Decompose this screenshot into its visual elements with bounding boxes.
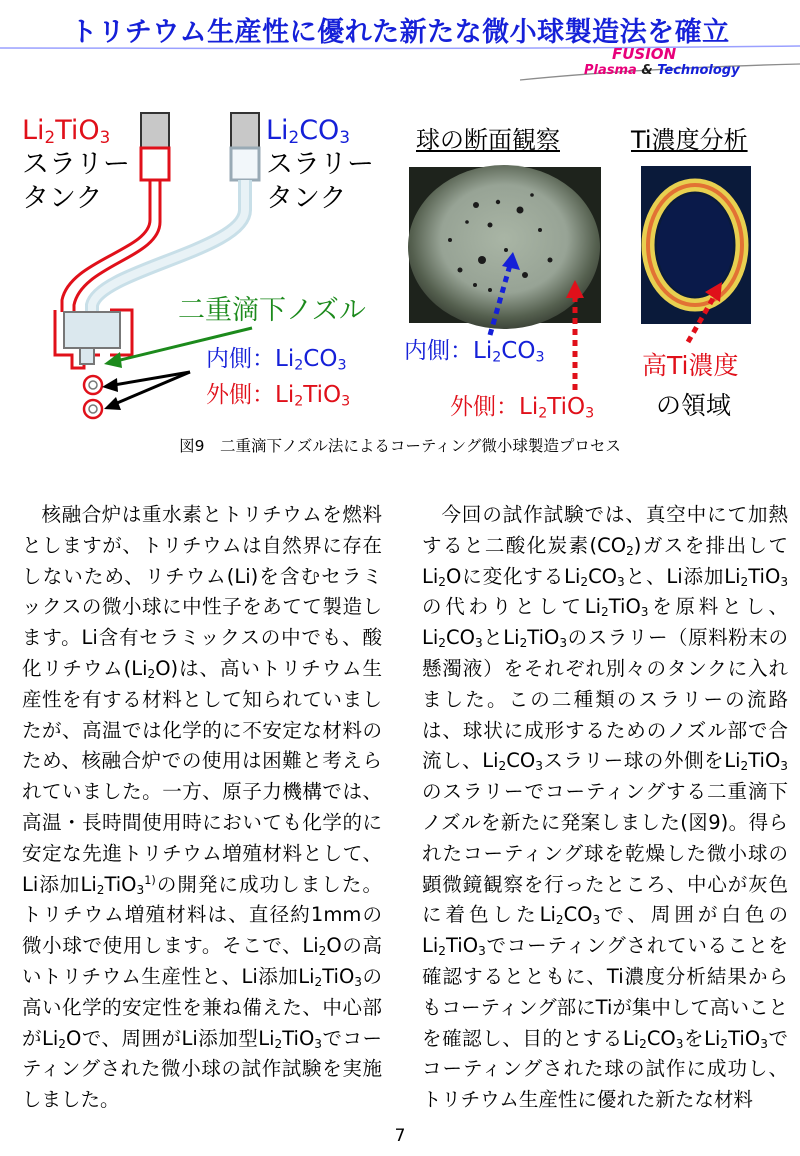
li2tio3-formula: $Li_2TiO_3$ <box>22 115 111 148</box>
right-tank <box>231 148 259 180</box>
left-tank-label: $Li_2TiO_3$ スラリー タンク <box>22 115 130 214</box>
high-ti-label: 高Ti濃度 <box>642 351 739 380</box>
figure-9 <box>20 100 790 430</box>
body-column-left <box>22 500 382 1116</box>
li2co3-formula: $Li_2CO_3$ <box>266 115 350 148</box>
droplet-arrow-1 <box>108 372 190 386</box>
ti-core <box>657 194 733 296</box>
page-title: トリチウム生産性に優れた新たな微小球製造法を確立 <box>70 17 730 48</box>
photo-outer-label: 外側：$Li_2TiO_3$ <box>450 394 595 422</box>
page-number: 7 <box>394 1126 406 1146</box>
plasma-technology-label <box>584 63 740 78</box>
cross-section-sphere <box>408 165 600 329</box>
right-tank-top <box>231 113 259 148</box>
high-ti-region-label: の領域 <box>656 391 732 420</box>
paragraph-right: 今回の試作試験では、真空中にて加熱すると二酸化炭素$(CO_2)$ガスを排出して$Li_2O$に変化する$Li_2CO_3$と、Li添加$Li_2TiO_3$の代わりとして$Li_2TiO_3$を原料とし、$Li_2CO_3$と$Li_2TiO_3$のスラリー（原料粉末の懸濁液）をそれぞれ別々のタンクに入れました。この二種類のスラリーの流路は、球状に成形するためのノズル部で合流し、$Li_2CO_3$スラリー球の外側を$Li_2TiO_3$のスラリーでコーティングする二重滴下ノズルを新たに発案しました(図9)。得られたコーティング球を乾燥した微小球の顕微鏡観察を行ったところ、中心が灰色に着色した$Li_2CO_3$で、周囲が白色の$Li_2TiO_3$でコーティングされていることを確認するとともに、Ti濃度分析結果からもコーティング部にTiが集中して高いことを確認し、目的とする$Li_2CO_3$を$Li_2TiO_3$でコーティングされた球の試作に成功し、トリチウム生産性に優れた新たな材料 <box>422 503 788 1112</box>
paragraph-left: 核融合炉は重水素とトリチウムを燃料としますが、トリチウムは自然界に存在しないため、リチウム(Li)を含むセラミックスの微小球に中性子をあてて製造します。Li含有セラミックスの中でも、酸化リチウム$(Li_2O)$は、高いトリチウム生産性を有する材料として知られていましたが、高温では化学的に不安定な材料のため、核融合炉での使用は困難と考えられていました。一方、原子力機構では、高温・長時間使用時においても化学的に安定な先進トリチウム増殖材料として、Li添加$Li_2TiO_3^{1)}$の開発に成功しました。トリチウム増殖材料は、直径約1mmの微小球で使用します。そこで、$Li_2O$の高いトリチウム生産性と、Li添加$Li_2TiO_3$の高い化学的安定性を兼ね備えた、中心部が$Li_2O$で、周囲がLi添加型$Li_2TiO_3$でコーティングされた微小球の試作試験を実施しました。 <box>22 503 382 1112</box>
left-tank-top <box>141 113 169 148</box>
plasma-word: Plasma <box>584 63 637 78</box>
right-tank-label: $Li_2CO_3$ スラリー タンク <box>266 115 374 214</box>
figure-caption: 図9 二重滴下ノズル法によるコーティング微小球製造プロセス <box>179 437 621 455</box>
nozzle-label: 二重滴下ノズル <box>178 295 366 326</box>
ampersand: & <box>641 63 653 78</box>
body-column-right <box>422 500 788 1116</box>
technology-word: Technology <box>657 63 740 78</box>
cross-section-title: 球の断面観察 <box>416 126 560 154</box>
nozzle-tip <box>80 348 94 364</box>
outer-label: 外側：$Li_2TiO_3$ <box>206 382 351 410</box>
droplet-arrow-2 <box>110 372 190 406</box>
photo-inner-label: 内側：$Li_2CO_3$ <box>404 338 545 366</box>
nozzle-body <box>64 312 120 348</box>
inner-label: 内側：$Li_2CO_3$ <box>206 346 347 374</box>
fusion-label: FUSION <box>612 45 677 63</box>
left-tank <box>141 148 169 180</box>
ti-analysis-title: Ti濃度分析 <box>631 126 748 154</box>
